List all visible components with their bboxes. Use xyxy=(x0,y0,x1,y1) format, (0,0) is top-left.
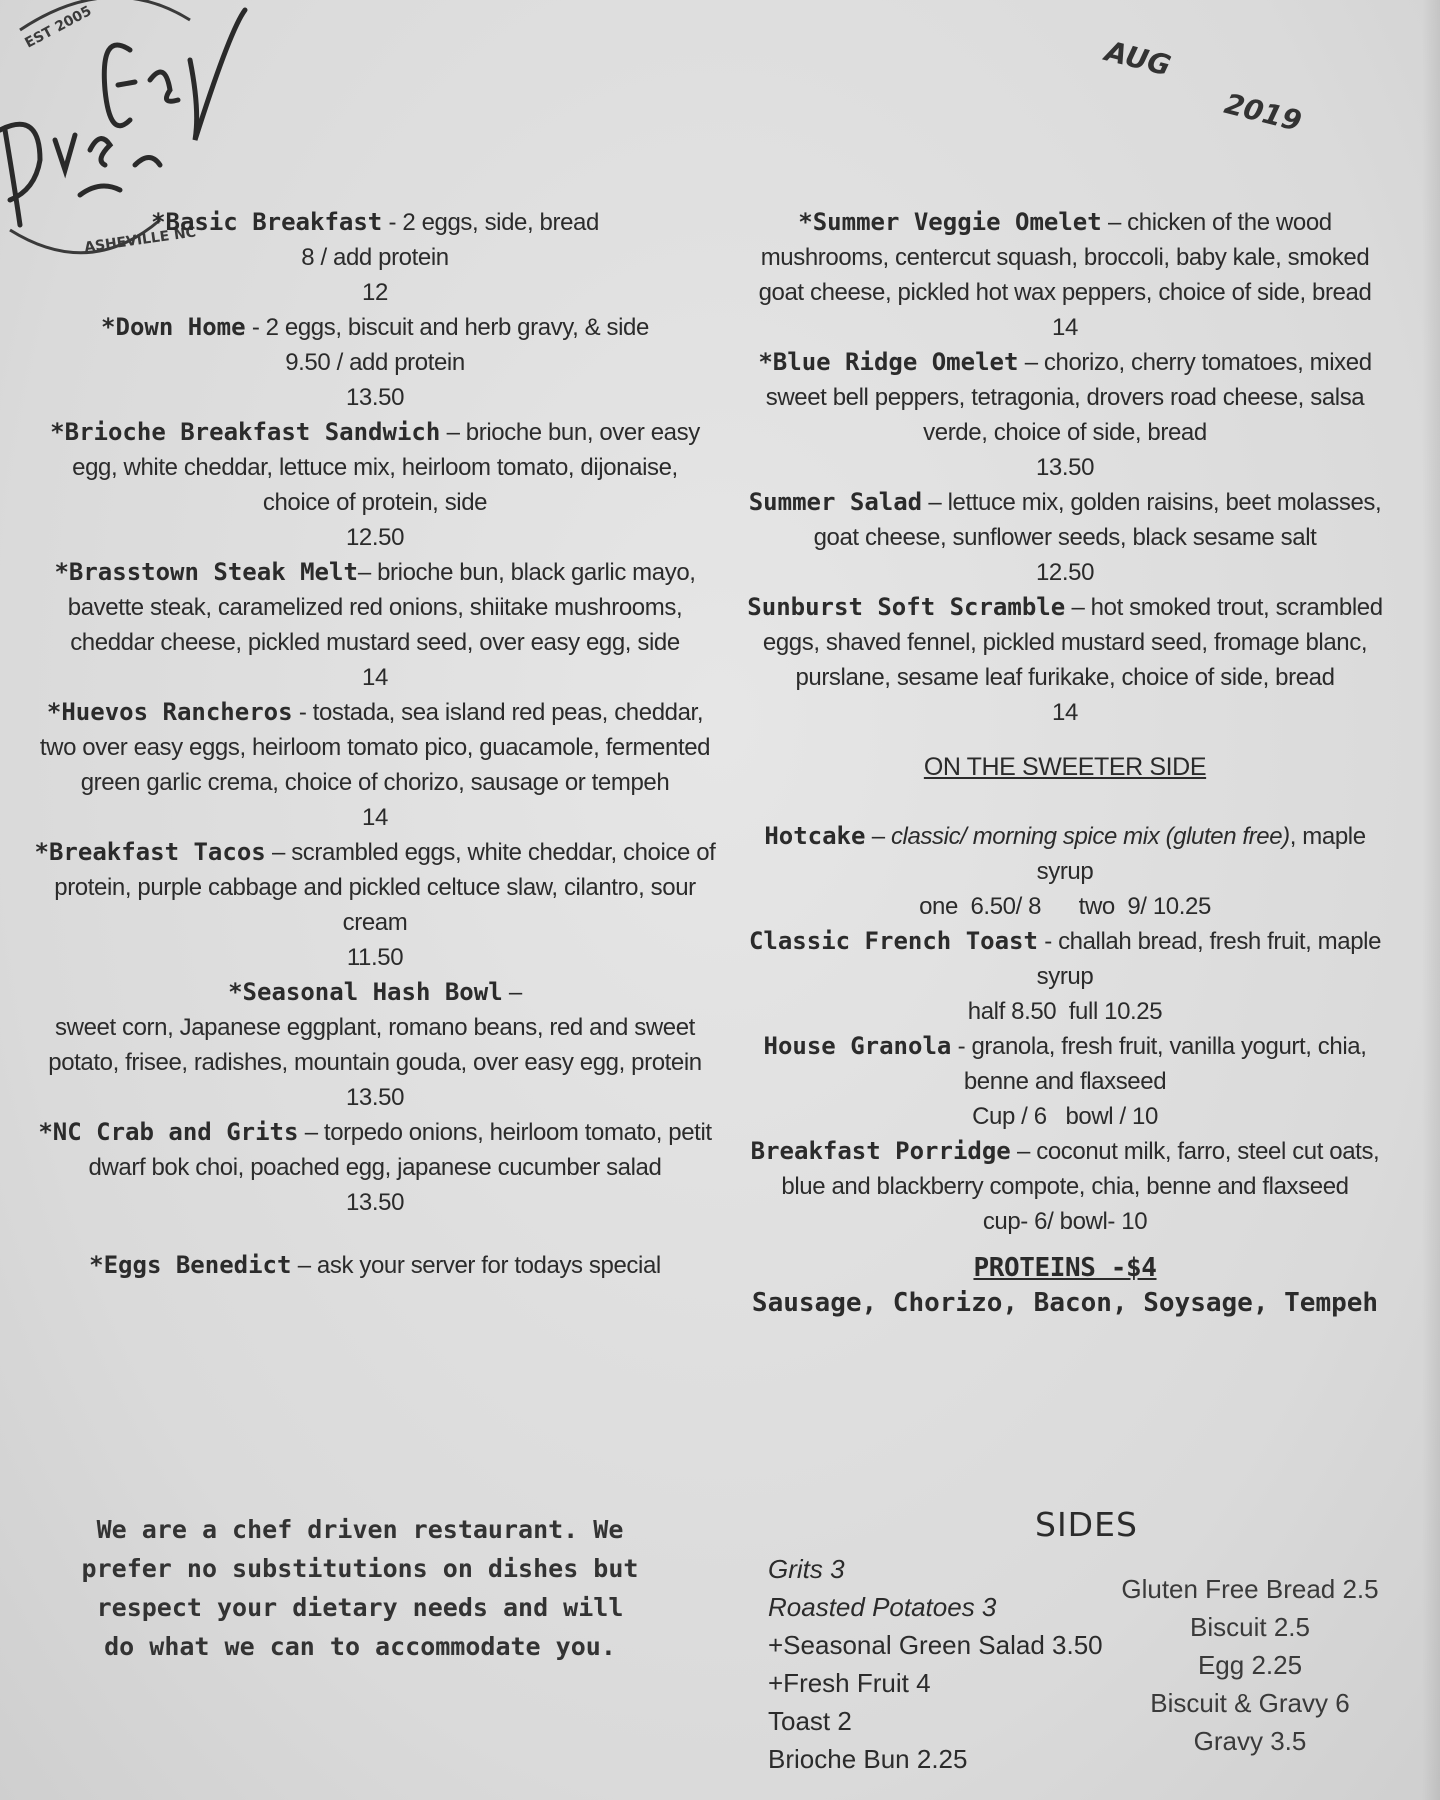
sides-title: SIDES xyxy=(1035,1505,1138,1544)
menu-item-description: – lettuce mix, golden raisins, beet molasses, goat cheese, sunflower seeds, black sesame salt xyxy=(813,489,1382,551)
sides-left-list xyxy=(768,1550,1103,1778)
menu-item-name: *NC Crab and Grits xyxy=(38,1118,299,1146)
side-item: Gluten Free Bread 2.5 xyxy=(1121,1574,1379,1604)
svg-text:ASHEVILLE NC: ASHEVILLE NC xyxy=(83,224,197,256)
menu-item-name: *Summer Veggie Omelet xyxy=(798,208,1102,236)
side-item: +Fresh Fruit 4 xyxy=(768,1668,931,1698)
svg-text:EST 2005: EST 2005 xyxy=(22,3,95,52)
menu-item-name: House Granola xyxy=(763,1032,952,1060)
chef-note: We are a chef driven restaurant. We prefer no substitutions on dishes but respect your dietary needs and will do what we can to accommodate you. xyxy=(81,1515,639,1661)
menu-item-description: – scrambled eggs, white cheddar, choice of protein, purple cabbage and pickled celtuce slaw, cilantro, sour cream xyxy=(54,839,716,936)
menu-item-extra: choice of protein, side xyxy=(262,489,488,516)
side-item: Roasted Potatoes 3 xyxy=(768,1592,997,1622)
menu-item-description: – brioche bun, black garlic mayo, bavette steak, caramelized red onions, shiitake mushrooms, cheddar cheese, pickled mustard seed, over easy egg, side xyxy=(67,559,696,656)
menu-item-description: - granola, fresh fruit, vanilla yogurt, chia, benne and flaxseed xyxy=(951,1033,1367,1095)
menu-item xyxy=(30,310,720,415)
menu-item-price: 12.50 xyxy=(1035,559,1095,586)
menu-item-name: Summer Salad xyxy=(748,488,923,516)
side-item: Gravy 3.5 xyxy=(1193,1726,1307,1756)
menu-item-name: *Brioche Breakfast Sandwich xyxy=(50,418,441,446)
menu-item-name: *Brasstown Steak Melt xyxy=(54,558,358,586)
side-item: Biscuit 2.5 xyxy=(1190,1612,1310,1642)
menu-item xyxy=(745,924,1385,1029)
menu-item-price: 13.50 xyxy=(1035,454,1095,481)
page-edge-shadow xyxy=(1422,0,1440,1800)
menu-item-price: 12.50 xyxy=(345,524,405,551)
menu-item-name: Hotcake xyxy=(764,822,866,850)
menu-item xyxy=(745,485,1385,590)
menu-item-name: *Down Home xyxy=(101,313,246,341)
menu-item-name: Classic French Toast xyxy=(748,927,1038,955)
left-menu-column xyxy=(30,205,720,1283)
menu-item-price: 14 xyxy=(362,804,388,831)
menu-item-description: – brioche bun, over easy egg, white cheddar, lettuce mix, heirloom tomato, dijonaise, xyxy=(72,419,700,481)
menu-item-extra: sweet corn, Japanese eggplant, romano beans, red and sweet potato, frisee, radishes, mountain gouda, over easy egg, protein xyxy=(48,1014,702,1076)
menu-item xyxy=(30,205,720,310)
date-year: 2019 xyxy=(1221,87,1305,138)
menu-item xyxy=(745,819,1385,924)
menu-item-description-italic: classic/ morning spice mix (gluten free) xyxy=(890,823,1290,850)
menu-item-price: 8 / add protein xyxy=(301,244,449,271)
menu-item xyxy=(30,975,720,1115)
menu-item-name: *Basic Breakfast xyxy=(151,208,383,236)
side-item: Egg 2.25 xyxy=(1197,1650,1303,1680)
menu-item-description: – coconut milk, farro, steel cut oats, blue and blackberry compote, chia, benne and flaxseed xyxy=(781,1138,1380,1200)
menu-item-description: – ask your server for todays special xyxy=(291,1252,661,1279)
menu-item xyxy=(745,205,1385,345)
menu-item-name: *Huevos Rancheros xyxy=(46,698,293,726)
sides-right-list xyxy=(1120,1570,1380,1760)
menu-item-price: 11.50 xyxy=(346,944,404,971)
menu-item-price: 14 xyxy=(362,664,388,691)
menu-item-description: – xyxy=(865,823,891,850)
menu-item xyxy=(30,415,720,555)
menu-item-price: 13.50 xyxy=(345,1084,405,1111)
menu-item-price: 14 xyxy=(1052,314,1078,341)
menu-item xyxy=(745,345,1385,485)
menu-item-price: 9.50 / add protein xyxy=(285,349,465,376)
proteins-title: PROTEINS -$4 xyxy=(973,1253,1157,1283)
menu-item-description: - 2 eggs, side, bread xyxy=(382,209,599,236)
right-menu-column xyxy=(745,205,1385,1321)
menu-item xyxy=(745,1134,1385,1239)
menu-item-price: one 6.50/ 8 two 9/ 10.25 xyxy=(919,893,1211,920)
menu-item-price: 13.50 xyxy=(345,384,405,411)
menu-item-description: – chorizo, cherry tomatoes, mixed sweet bell peppers, tetragonia, drovers road cheese, salsa verde, choice of side, bread xyxy=(765,349,1372,446)
menu-item xyxy=(30,555,720,695)
menu-item-name: *Blue Ridge Omelet xyxy=(758,348,1019,376)
side-item: Toast 2 xyxy=(768,1706,852,1736)
menu-item xyxy=(30,695,720,835)
menu-item-name: *Breakfast Tacos xyxy=(34,838,266,866)
menu-item-description: - 2 eggs, biscuit and herb gravy, & side xyxy=(245,314,649,341)
menu-item xyxy=(30,1248,720,1283)
menu-item-description: – chicken of the wood mushrooms, centercut squash, broccoli, baby kale, smoked goat cheese, pickled hot wax peppers, choice of side, bread xyxy=(758,209,1372,306)
menu-item xyxy=(30,1115,720,1220)
menu-item-name: *Seasonal Hash Bowl xyxy=(228,978,503,1006)
menu-item-name: Breakfast Porridge xyxy=(750,1137,1011,1165)
proteins-list: Sausage, Chorizo, Bacon, Soysage, Tempeh xyxy=(751,1288,1379,1318)
menu-item-name: Sunburst Soft Scramble xyxy=(747,593,1066,621)
menu-item-description: - challah bread, fresh fruit, maple syrup xyxy=(1036,928,1382,990)
menu-item-description-after: , maple syrup xyxy=(1036,823,1366,885)
menu-item-name: *Eggs Benedict xyxy=(89,1251,292,1279)
menu-item-description: – xyxy=(502,979,522,1006)
sweeter-side-title: ON THE SWEETER SIDE xyxy=(923,753,1207,781)
side-item: Brioche Bun 2.25 xyxy=(768,1744,968,1774)
menu-item-price: cup- 6/ bowl- 10 xyxy=(982,1208,1148,1235)
menu-item-description: - tostada, sea island red peas, cheddar, two over easy eggs, heirloom tomato pico, guacamole, fermented green garlic crema, choice of chorizo, sausage or tempeh xyxy=(39,699,711,796)
menu-item-price: 14 xyxy=(1052,699,1078,726)
side-item: Grits 3 xyxy=(768,1554,845,1584)
side-item: Biscuit & Gravy 6 xyxy=(1150,1688,1350,1718)
menu-item-price: half 8.50 full 10.25 xyxy=(967,998,1163,1025)
date-month: AUG xyxy=(1101,34,1175,83)
side-item: +Seasonal Green Salad 3.50 xyxy=(768,1630,1103,1660)
menu-item xyxy=(745,590,1385,730)
menu-item-description: – hot smoked trout, scrambled eggs, shaved fennel, pickled mustard seed, fromage blanc, purslane, sesame leaf furikake, choice of side, bread xyxy=(762,594,1383,691)
menu-item xyxy=(30,835,720,975)
menu-item-description: – torpedo onions, heirloom tomato, petit dwarf bok choi, poached egg, japanese cucumber salad xyxy=(88,1119,712,1181)
menu-item xyxy=(745,1029,1385,1134)
menu-item-price: 12 xyxy=(362,279,388,306)
menu-item-price: Cup / 6 bowl / 10 xyxy=(972,1103,1158,1130)
menu-item-price: 13.50 xyxy=(345,1189,405,1216)
